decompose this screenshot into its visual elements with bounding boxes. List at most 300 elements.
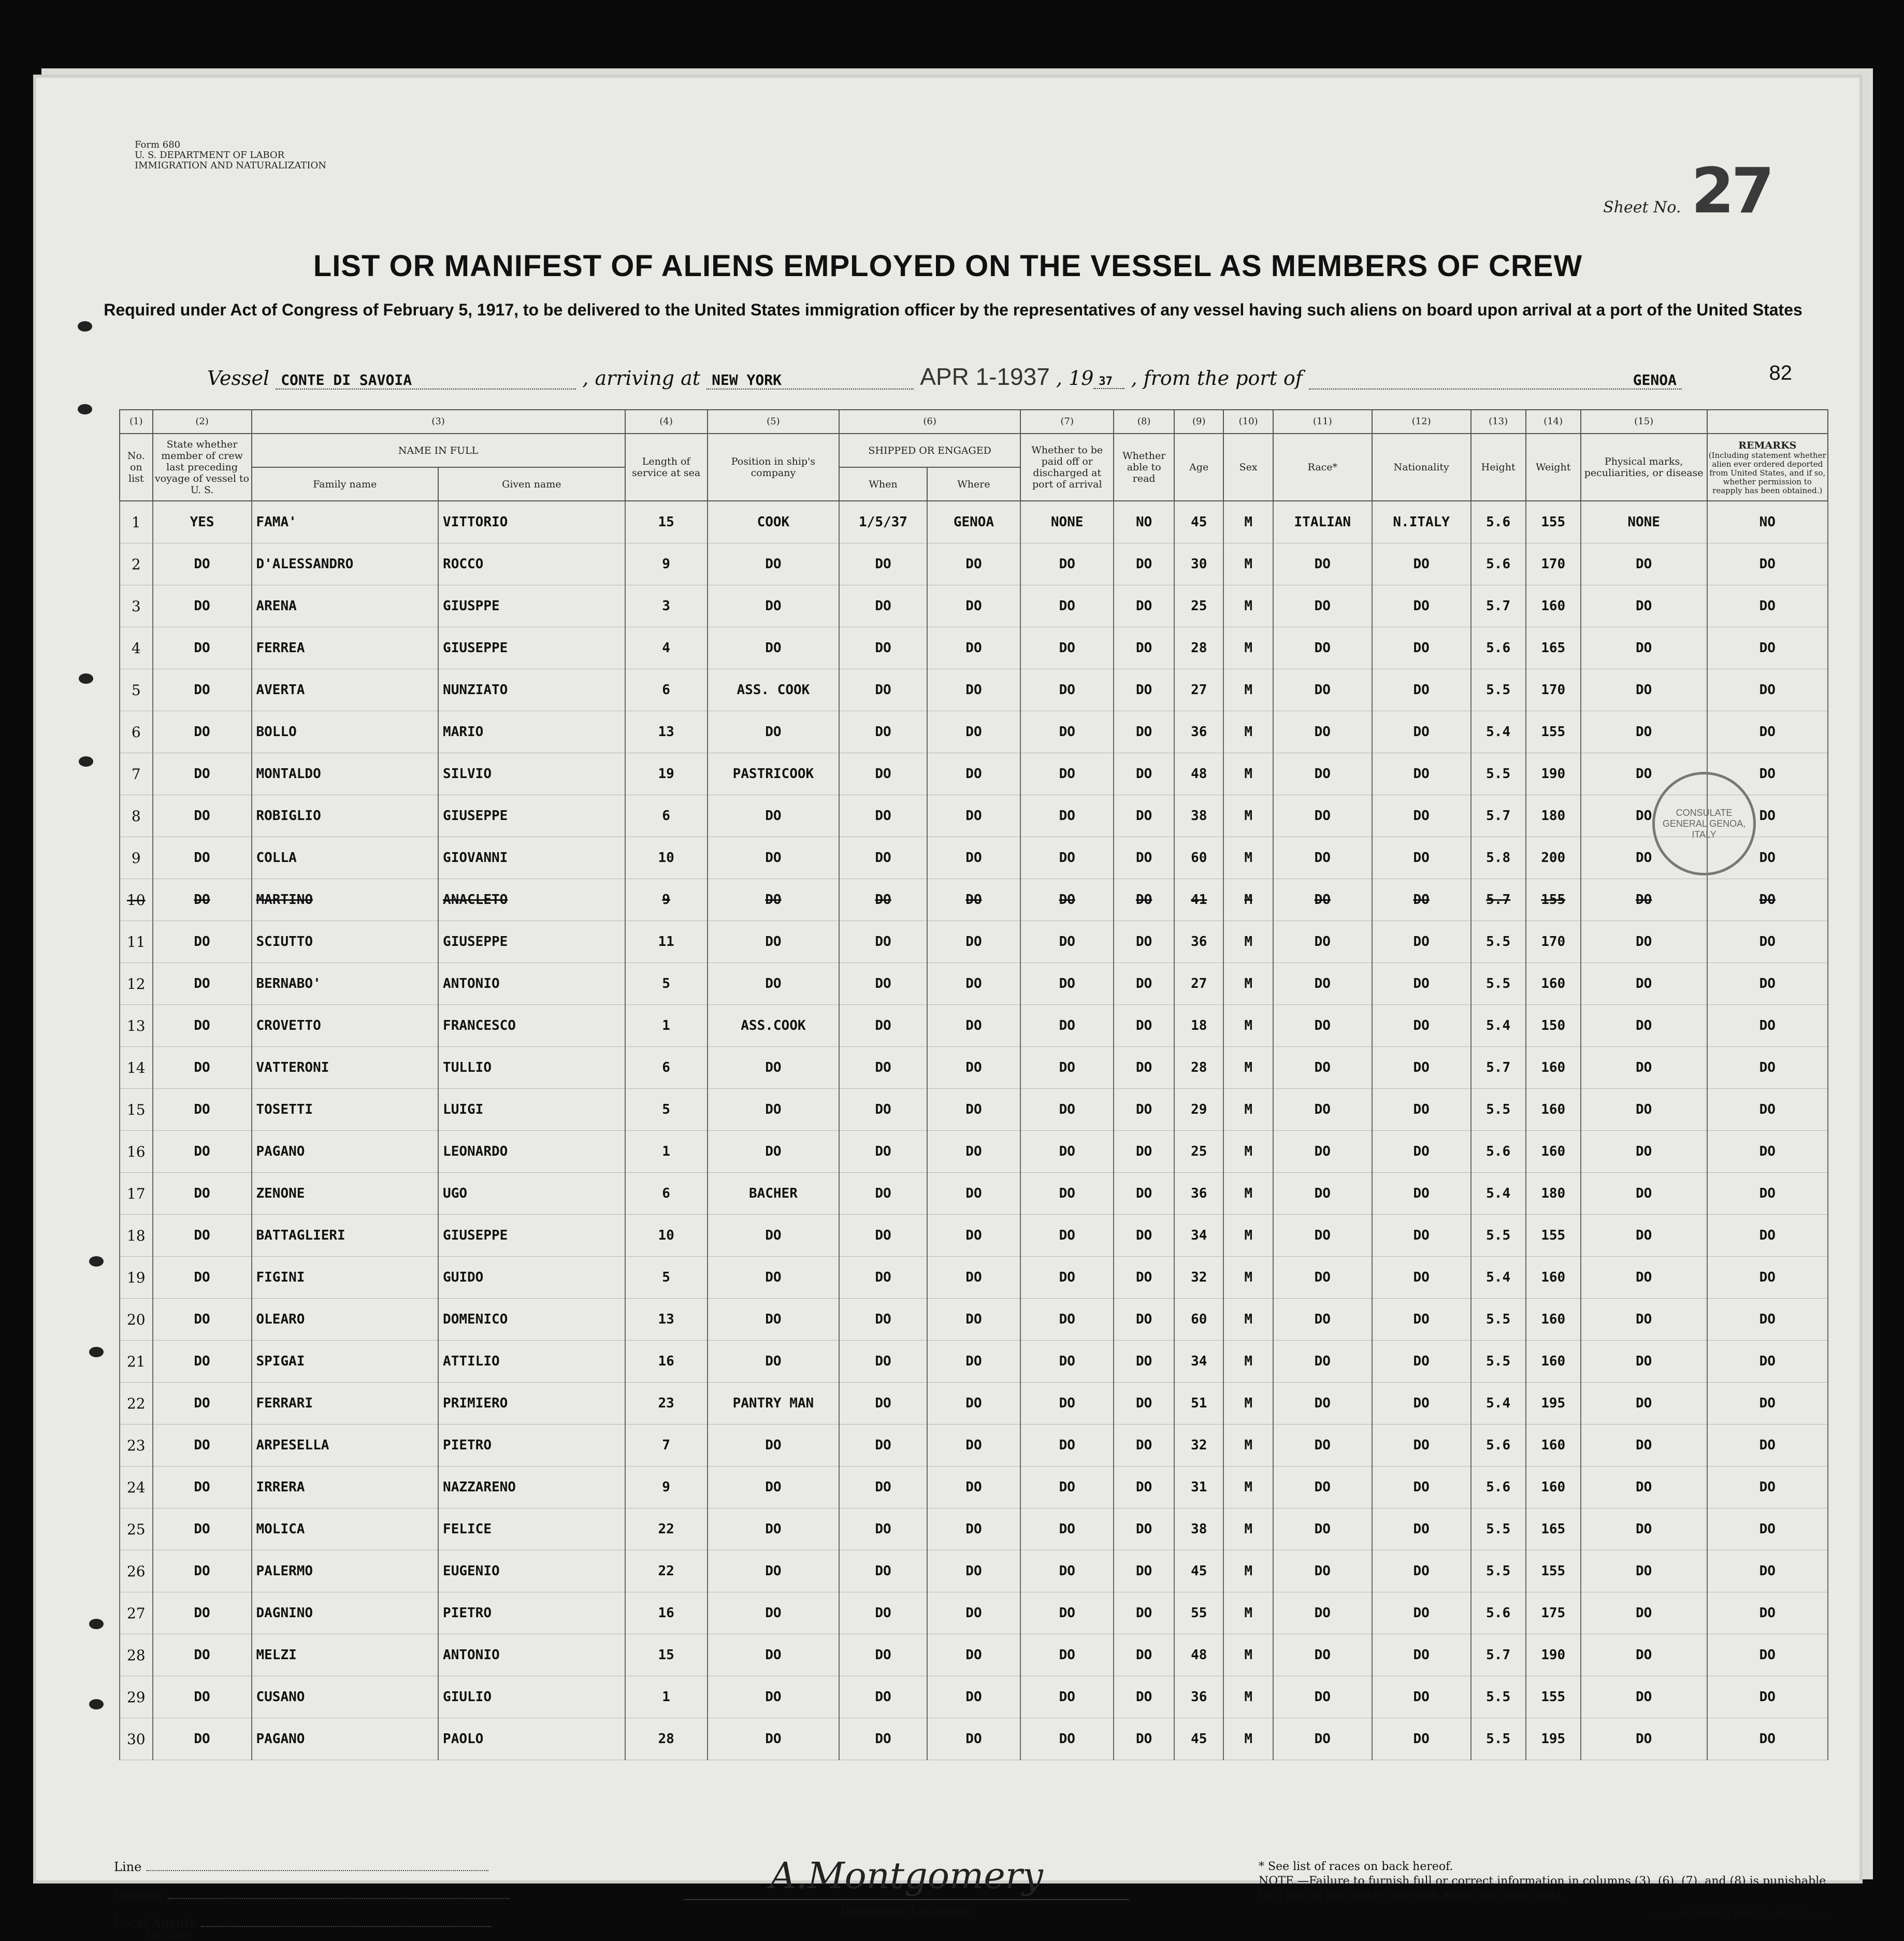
height-cell: 5.5	[1471, 1089, 1526, 1131]
prev-voyage-cell: DO	[153, 1089, 252, 1131]
height-cell: 5.5	[1471, 1341, 1526, 1383]
height-cell: 5.5	[1471, 1508, 1526, 1550]
paid-off-cell: DO	[1020, 1047, 1114, 1089]
race-cell: DO	[1273, 1634, 1372, 1676]
physical-cell: DO	[1581, 543, 1707, 585]
position-cell: DO	[708, 1550, 840, 1592]
able-read-cell: DO	[1114, 1592, 1174, 1634]
table-row	[120, 1089, 1828, 1131]
nationality-cell: DO	[1372, 543, 1471, 585]
col-num-7: (7)	[1020, 410, 1114, 434]
family-name-cell: ZENONE	[252, 1173, 439, 1215]
height-cell: 5.7	[1471, 585, 1526, 627]
prev-voyage-cell: YES	[153, 501, 252, 543]
line-field[interactable]	[147, 1870, 488, 1871]
header-age: Age	[1174, 434, 1223, 501]
remarks-cell: DO	[1707, 1592, 1828, 1634]
sex-cell: M	[1223, 1257, 1273, 1299]
remarks-cell: DO	[1707, 711, 1828, 753]
penalty-note: NOTE.—Failure to furnish full or correct information in columns (3), (6), (7), and (8) is punishable by a fine of ten dollars for each alien. See other side.	[1259, 1875, 1826, 1902]
row-number: 27	[120, 1592, 153, 1634]
height-cell: 5.5	[1471, 963, 1526, 1005]
shipped-where-cell: DO	[927, 1257, 1020, 1299]
sex-cell: M	[1223, 1634, 1273, 1676]
height-cell: 5.4	[1471, 711, 1526, 753]
table-row	[120, 1299, 1828, 1341]
able-read-cell: DO	[1114, 1089, 1174, 1131]
shipped-where-cell: DO	[927, 879, 1020, 921]
able-read-cell: DO	[1114, 1508, 1174, 1550]
position-cell: DO	[708, 627, 840, 669]
weight-cell: 175	[1526, 1592, 1581, 1634]
col-num-8: (8)	[1114, 410, 1174, 434]
height-cell: 5.6	[1471, 1592, 1526, 1634]
family-name-cell: MARTINO	[252, 879, 439, 921]
able-read-cell: NO	[1114, 501, 1174, 543]
nationality-cell: DO	[1372, 1131, 1471, 1173]
race-cell: DO	[1273, 1718, 1372, 1760]
remarks-cell: NO	[1707, 501, 1828, 543]
shipped-when-cell: DO	[839, 1508, 927, 1550]
page-subtitle: Required under Act of Congress of February 5, 1917, to be delivered to the United States immigration officer by the representatives of any vessel having such aliens on board upon arrival at a port of the United States	[104, 300, 1802, 319]
race-cell: DO	[1273, 1676, 1372, 1718]
sheet-number-label: Sheet No.	[1603, 198, 1681, 217]
race-cell: DO	[1273, 879, 1372, 921]
height-cell: 5.5	[1471, 1550, 1526, 1592]
given-name-cell: ROCCO	[438, 543, 625, 585]
row-number: 24	[120, 1466, 153, 1508]
header-remarks	[1707, 434, 1828, 501]
prev-voyage-cell: DO	[153, 543, 252, 585]
table-row	[120, 1131, 1828, 1173]
able-read-cell: DO	[1114, 1257, 1174, 1299]
shipped-where-cell: DO	[927, 753, 1020, 795]
given-name-cell: GIUSEPPE	[438, 1215, 625, 1257]
shipped-when-cell: DO	[839, 1718, 927, 1760]
service-name: IMMIGRATION AND NATURALIZATION	[135, 160, 326, 171]
position-cell: DO	[708, 1592, 840, 1634]
given-name-cell: GIUSEPPE	[438, 627, 625, 669]
race-cell: DO	[1273, 669, 1372, 711]
service-length-cell: 16	[625, 1341, 708, 1383]
age-cell: 32	[1174, 1257, 1223, 1299]
sex-cell: M	[1223, 1718, 1273, 1760]
given-name-cell: LEONARDO	[438, 1131, 625, 1173]
col-num-12: (12)	[1372, 410, 1471, 434]
header-race: Race*	[1273, 434, 1372, 501]
sex-cell: M	[1223, 1215, 1273, 1257]
service-length-cell: 22	[625, 1508, 708, 1550]
nationality-cell: DO	[1372, 753, 1471, 795]
position-cell: DO	[708, 1257, 840, 1299]
row-number: 21	[120, 1341, 153, 1383]
shipped-when-cell: DO	[839, 921, 927, 963]
shipped-where-cell: DO	[927, 1508, 1020, 1550]
age-cell: 34	[1174, 1341, 1223, 1383]
service-length-cell: 3	[625, 585, 708, 627]
height-cell: 5.6	[1471, 627, 1526, 669]
col-num-2: (2)	[153, 410, 252, 434]
shipped-when-cell: DO	[839, 837, 927, 879]
weight-cell: 160	[1526, 1341, 1581, 1383]
row-number: 9	[120, 837, 153, 879]
col-num-15: (15)	[1581, 410, 1707, 434]
height-cell: 5.5	[1471, 669, 1526, 711]
prev-voyage-cell: DO	[153, 795, 252, 837]
race-cell: DO	[1273, 711, 1372, 753]
physical-cell: DO	[1581, 1592, 1707, 1634]
paid-off-cell: DO	[1020, 837, 1114, 879]
physical-cell: DO	[1581, 1089, 1707, 1131]
physical-cell: NONE	[1581, 501, 1707, 543]
punch-hole	[89, 1619, 104, 1629]
weight-cell: 160	[1526, 963, 1581, 1005]
departure-port: GENOA	[1309, 371, 1682, 390]
table-row	[120, 1383, 1828, 1425]
remarks-cell: DO	[1707, 1299, 1828, 1341]
age-cell: 36	[1174, 711, 1223, 753]
nationality-cell: DO	[1372, 669, 1471, 711]
owners-label: Owners	[114, 1888, 163, 1902]
remarks-cell: DO	[1707, 795, 1828, 837]
remarks-cell: DO	[1707, 1005, 1828, 1047]
row-number: 10	[120, 879, 153, 921]
service-length-cell: 19	[625, 753, 708, 795]
given-name-cell: GIUSEPPE	[438, 921, 625, 963]
sex-cell: M	[1223, 1508, 1273, 1550]
remarks-cell: DO	[1707, 1215, 1828, 1257]
shipped-when-cell: DO	[839, 1089, 927, 1131]
col-num-5: (5)	[708, 410, 840, 434]
shipped-when-cell: DO	[839, 1634, 927, 1676]
family-name-cell: AVERTA	[252, 669, 439, 711]
weight-cell: 170	[1526, 543, 1581, 585]
age-cell: 31	[1174, 1466, 1223, 1508]
weight-cell: 190	[1526, 1634, 1581, 1676]
sex-cell: M	[1223, 585, 1273, 627]
able-read-cell: DO	[1114, 543, 1174, 585]
weight-cell: 195	[1526, 1718, 1581, 1760]
height-cell: 5.5	[1471, 921, 1526, 963]
shipped-where-cell: DO	[927, 1634, 1020, 1676]
agents-label: Local Agents	[114, 1916, 196, 1930]
height-cell: 5.6	[1471, 1425, 1526, 1466]
sex-cell: M	[1223, 1089, 1273, 1131]
family-name-cell: ROBIGLIO	[252, 795, 439, 837]
sex-cell: M	[1223, 1466, 1273, 1508]
col-num-16	[1707, 410, 1828, 434]
shipped-when-cell: 1/5/37	[839, 501, 927, 543]
footer-notes	[1259, 1860, 1828, 1922]
able-read-cell: DO	[1114, 669, 1174, 711]
age-cell: 30	[1174, 543, 1223, 585]
race-cell: DO	[1273, 837, 1372, 879]
height-cell: 5.5	[1471, 753, 1526, 795]
row-number: 19	[120, 1257, 153, 1299]
service-length-cell: 11	[625, 921, 708, 963]
race-cell: DO	[1273, 1089, 1372, 1131]
remarks-cell: DO	[1707, 1718, 1828, 1760]
paid-off-cell: DO	[1020, 1257, 1114, 1299]
col-num-6: (6)	[839, 410, 1020, 434]
race-cell: DO	[1273, 1508, 1372, 1550]
shipped-when-cell: DO	[839, 1215, 927, 1257]
physical-cell: DO	[1581, 837, 1707, 879]
paid-off-cell: DO	[1020, 1089, 1114, 1131]
family-name-cell: BOLLO	[252, 711, 439, 753]
row-number: 29	[120, 1676, 153, 1718]
race-cell: DO	[1273, 753, 1372, 795]
family-name-cell: ARPESELLA	[252, 1425, 439, 1466]
able-read-cell: DO	[1114, 627, 1174, 669]
prev-voyage-cell: DO	[153, 1131, 252, 1173]
prev-voyage-cell: DO	[153, 1550, 252, 1592]
family-name-cell: DAGNINO	[252, 1592, 439, 1634]
physical-cell: DO	[1581, 1173, 1707, 1215]
position-cell: DO	[708, 1047, 840, 1089]
able-read-cell: DO	[1114, 879, 1174, 921]
prev-voyage-cell: DO	[153, 1005, 252, 1047]
shipped-where-cell: DO	[927, 1383, 1020, 1425]
sex-cell: M	[1223, 753, 1273, 795]
nationality-cell: DO	[1372, 1257, 1471, 1299]
page-count: 82	[1769, 362, 1792, 384]
sex-cell: M	[1223, 795, 1273, 837]
remarks-cell: DO	[1707, 1257, 1828, 1299]
row-number: 16	[120, 1131, 153, 1173]
shipped-where-cell: DO	[927, 1005, 1020, 1047]
paid-off-cell: DO	[1020, 585, 1114, 627]
family-name-cell: BATTAGLIERI	[252, 1215, 439, 1257]
race-cell: DO	[1273, 1299, 1372, 1341]
service-length-cell: 6	[625, 1173, 708, 1215]
vessel-name: CONTE DI SAVOIA	[276, 371, 576, 390]
col-num-1: (1)	[120, 410, 153, 434]
age-cell: 18	[1174, 1005, 1223, 1047]
inspector-signature: A.Montgomery	[684, 1854, 1129, 1900]
service-length-cell: 7	[625, 1425, 708, 1466]
shipped-where-cell: DO	[927, 1131, 1020, 1173]
weight-cell: 195	[1526, 1383, 1581, 1425]
given-name-cell: MARIO	[438, 711, 625, 753]
header-no-on-list: No. on list	[120, 434, 153, 501]
race-cell: DO	[1273, 963, 1372, 1005]
remarks-cell: DO	[1707, 1131, 1828, 1173]
paid-off-cell: DO	[1020, 1341, 1114, 1383]
shipped-where-cell: DO	[927, 795, 1020, 837]
given-name-cell: GUIDO	[438, 1257, 625, 1299]
family-name-cell: MONTALDO	[252, 753, 439, 795]
height-cell: 5.6	[1471, 1131, 1526, 1173]
service-length-cell: 9	[625, 879, 708, 921]
weight-cell: 160	[1526, 1425, 1581, 1466]
family-name-cell: PALERMO	[252, 1550, 439, 1592]
form-header	[135, 140, 326, 171]
service-length-cell: 9	[625, 1466, 708, 1508]
punch-hole	[89, 1699, 104, 1709]
nationality-cell: DO	[1372, 879, 1471, 921]
physical-cell: DO	[1581, 711, 1707, 753]
family-name-cell: ARENA	[252, 585, 439, 627]
nationality-cell: DO	[1372, 1466, 1471, 1508]
age-cell: 55	[1174, 1592, 1223, 1634]
service-length-cell: 13	[625, 1299, 708, 1341]
row-number: 22	[120, 1383, 153, 1425]
shipped-where-cell: DO	[927, 1592, 1020, 1634]
weight-cell: 155	[1526, 1215, 1581, 1257]
age-cell: 32	[1174, 1425, 1223, 1466]
race-cell: ITALIAN	[1273, 501, 1372, 543]
row-number: 23	[120, 1425, 153, 1466]
nationality-cell: DO	[1372, 1215, 1471, 1257]
race-cell: DO	[1273, 921, 1372, 963]
race-cell: DO	[1273, 1341, 1372, 1383]
sheet-number-field	[1603, 155, 1771, 227]
weight-cell: 160	[1526, 1466, 1581, 1508]
given-name-cell: ATTILIO	[438, 1341, 625, 1383]
shipped-where-cell: DO	[927, 1215, 1020, 1257]
weight-cell: 170	[1526, 921, 1581, 963]
physical-cell: DO	[1581, 1718, 1707, 1760]
paid-off-cell: DO	[1020, 1718, 1114, 1760]
nationality-cell: DO	[1372, 627, 1471, 669]
service-length-cell: 5	[625, 1257, 708, 1299]
age-cell: 38	[1174, 1508, 1223, 1550]
shipped-where-cell: DO	[927, 1173, 1020, 1215]
sex-cell: M	[1223, 1425, 1273, 1466]
age-cell: 45	[1174, 1718, 1223, 1760]
sex-cell: M	[1223, 543, 1273, 585]
position-cell: DO	[708, 963, 840, 1005]
column-header-row	[120, 434, 1828, 467]
service-length-cell: 28	[625, 1718, 708, 1760]
position-cell: DO	[708, 1466, 840, 1508]
row-number: 5	[120, 669, 153, 711]
shipped-when-cell: DO	[839, 1383, 927, 1425]
prev-voyage-cell: DO	[153, 711, 252, 753]
table-row	[120, 921, 1828, 963]
remarks-cell: DO	[1707, 1550, 1828, 1592]
physical-cell: DO	[1581, 753, 1707, 795]
remarks-note: (Including statement whether alien ever ordered deported from United States, and if so, whether permission to reapply has been obtained.)	[1708, 450, 1826, 495]
prev-voyage-cell: DO	[153, 1634, 252, 1676]
table-row	[120, 711, 1828, 753]
from-port-label: , from the port of	[1131, 367, 1303, 390]
shipped-where-cell: DO	[927, 837, 1020, 879]
paid-off-cell: DO	[1020, 543, 1114, 585]
nationality-cell: DO	[1372, 1299, 1471, 1341]
given-name-cell: FRANCESCO	[438, 1005, 625, 1047]
table-row	[120, 1341, 1828, 1383]
given-name-cell: NAZZARENO	[438, 1466, 625, 1508]
position-cell: DO	[708, 1131, 840, 1173]
able-read-cell: DO	[1114, 1634, 1174, 1676]
col-num-9: (9)	[1174, 410, 1223, 434]
given-name-cell: GIULIO	[438, 1676, 625, 1718]
table-row	[120, 1005, 1828, 1047]
nationality-cell: DO	[1372, 1592, 1471, 1634]
shipped-when-cell: DO	[839, 1131, 927, 1173]
race-cell: DO	[1273, 1592, 1372, 1634]
position-cell: DO	[708, 795, 840, 837]
remarks-cell: DO	[1707, 1341, 1828, 1383]
sex-cell: M	[1223, 1592, 1273, 1634]
owners-field[interactable]	[168, 1898, 510, 1899]
sex-cell: M	[1223, 627, 1273, 669]
sex-cell: M	[1223, 879, 1273, 921]
paid-off-cell: DO	[1020, 627, 1114, 669]
row-number: 26	[120, 1550, 153, 1592]
shipped-when-cell: DO	[839, 627, 927, 669]
paid-off-cell: DO	[1020, 753, 1114, 795]
paid-off-cell: DO	[1020, 1215, 1114, 1257]
shipped-when-cell: DO	[839, 1425, 927, 1466]
prev-voyage-cell: DO	[153, 921, 252, 963]
weight-cell: 160	[1526, 1257, 1581, 1299]
height-cell: 5.5	[1471, 1718, 1526, 1760]
table-row	[120, 1718, 1828, 1760]
sex-cell: M	[1223, 1131, 1273, 1173]
nationality-cell: N.ITALY	[1372, 501, 1471, 543]
height-cell: 5.7	[1471, 795, 1526, 837]
header-physical: Physical marks, peculiarities, or disease	[1581, 434, 1707, 501]
nationality-cell: DO	[1372, 1089, 1471, 1131]
table-row	[120, 963, 1828, 1005]
sex-cell: M	[1223, 1341, 1273, 1383]
sex-cell: M	[1223, 963, 1273, 1005]
position-cell: ASS. COOK	[708, 669, 840, 711]
shipped-when-cell: DO	[839, 711, 927, 753]
shipped-when-cell: DO	[839, 1676, 927, 1718]
nationality-cell: DO	[1372, 1550, 1471, 1592]
family-name-cell: SPIGAI	[252, 1341, 439, 1383]
sex-cell: M	[1223, 711, 1273, 753]
service-length-cell: 9	[625, 543, 708, 585]
physical-cell: DO	[1581, 1550, 1707, 1592]
family-name-cell: FERREA	[252, 627, 439, 669]
physical-cell: DO	[1581, 879, 1707, 921]
able-read-cell: DO	[1114, 1466, 1174, 1508]
position-cell: DO	[708, 1089, 840, 1131]
inspector-label: Immigrant Inspector.	[840, 1903, 973, 1918]
remarks-cell: DO	[1707, 1634, 1828, 1676]
paid-off-cell: DO	[1020, 1173, 1114, 1215]
height-cell: 5.5	[1471, 1676, 1526, 1718]
table-row	[120, 1425, 1828, 1466]
physical-cell: DO	[1581, 1215, 1707, 1257]
position-cell: DO	[708, 543, 840, 585]
weight-cell: 165	[1526, 627, 1581, 669]
col-num-3: (3)	[252, 410, 625, 434]
prev-voyage-cell: DO	[153, 1592, 252, 1634]
row-number: 25	[120, 1508, 153, 1550]
age-cell: 48	[1174, 753, 1223, 795]
inspector-block	[684, 1854, 1129, 1918]
physical-cell: DO	[1581, 795, 1707, 837]
family-name-cell: FERRARI	[252, 1383, 439, 1425]
header-when: When	[839, 467, 927, 501]
paid-off-cell: DO	[1020, 795, 1114, 837]
age-cell: 29	[1174, 1089, 1223, 1131]
remarks-title: REMARKS	[1738, 439, 1797, 451]
header-prev-voyage: State whether member of crew last preceding voyage of vessel to U. S.	[153, 434, 252, 501]
agents-field[interactable]	[201, 1926, 491, 1927]
family-name-cell: MOLICA	[252, 1508, 439, 1550]
paid-off-cell: DO	[1020, 1634, 1114, 1676]
remarks-cell: DO	[1707, 753, 1828, 795]
able-read-cell: DO	[1114, 1131, 1174, 1173]
service-length-cell: 22	[625, 1550, 708, 1592]
